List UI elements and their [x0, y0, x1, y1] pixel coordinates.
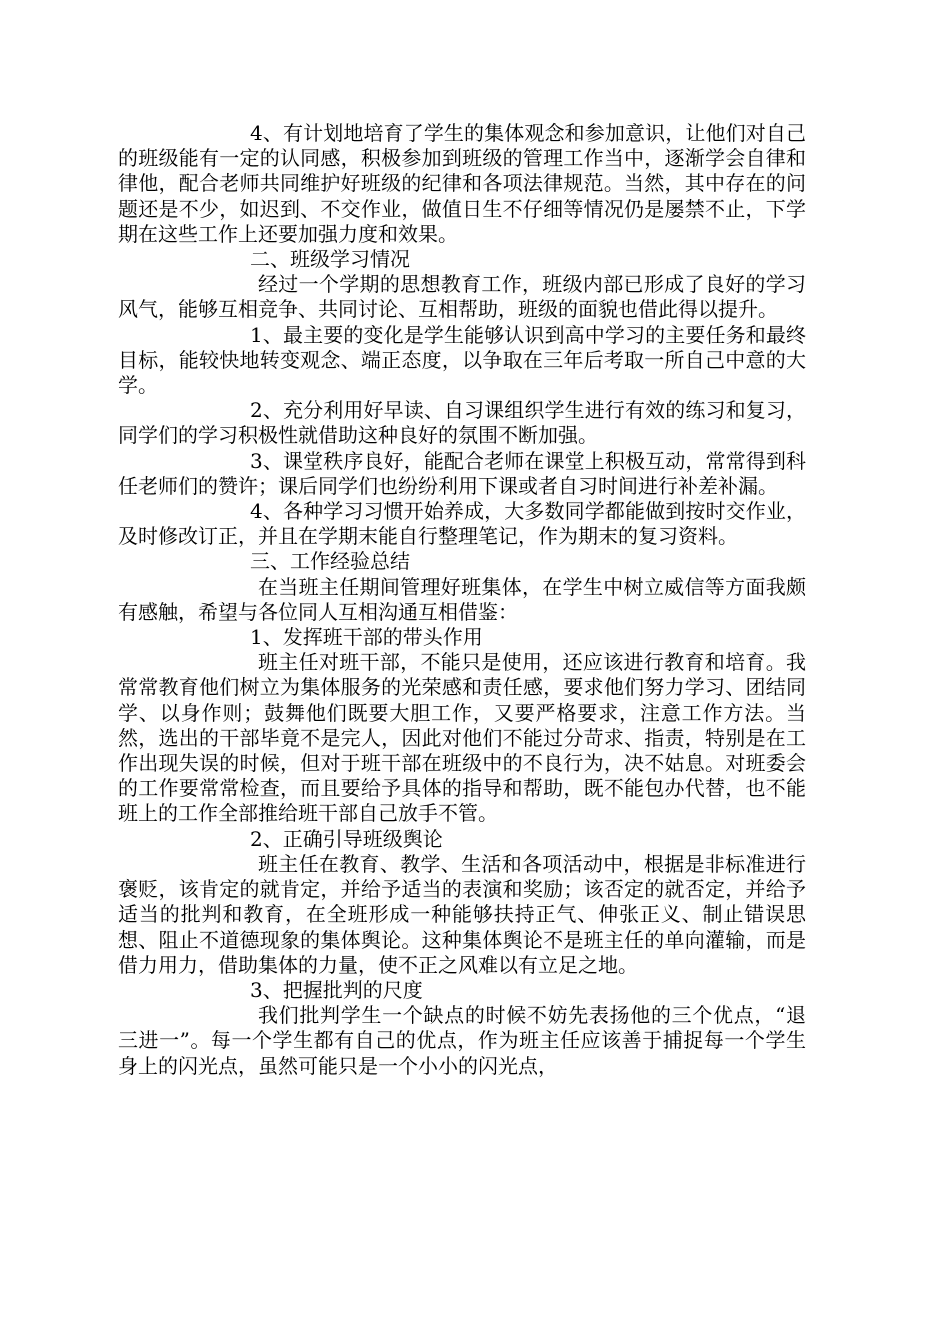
subheading-class-leaders: 1、发挥班干部的带头作用 — [250, 625, 483, 650]
paragraph-item-2-selfstudy: 2、充分利用好早读、自习课组织学生进行有效的练习和复习，同学们的学习积极性就借助这种良好的氛围不断加强。 — [118, 398, 806, 448]
paragraph-study-intro: 经过一个学期的思想教育工作，班级内部已形成了良好的学习风气，能够互相竞争、共同讨论、互相帮助，班级的面貌也借此得以提升。 — [118, 272, 806, 322]
paragraph-class-leaders: 班主任对班干部，不能只是使用，还应该进行教育和培育。我常常教育他们树立为集体服务的光荣感和责任感，要求他们努力学习、团结同学、以身作则；鼓舞他们既要大胆工作，又要严格要求，注意工作方法。当然，选出的干部毕竟不是完人，因此对他们不能过分苛求、指责，特别是在工作出现失误的时候，但对于班干部在班级中的不良行为，决不姑息。对班委会的工作要常常检查，而且要给予具体的指导和帮助，既不能包办代替，也不能班上的工作全部推给班干部自己放手不管。 — [118, 650, 806, 826]
paragraph-item-3-classroom: 3、课堂秩序良好，能配合老师在课堂上积极互动，常常得到科任老师们的赞许；课后同学们也纷纷利用下课或者自习时间进行补差补漏。 — [118, 448, 806, 498]
paragraph-item-4-collective: 4、有计划地培育了学生的集体观念和参加意识，让他们对自己的班级能有一定的认同感，积极参加到班级的管理工作当中，逐渐学会自律和律他，配合老师共同维护好班级的纪律和各项法律规范。当然，其中存在的问题还是不少，如迟到、不交作业，做值日生不仔细等情况仍是屡禁不止，下学期在这些工作上还要加强力度和效果。 — [118, 121, 806, 246]
paragraph-experience-intro: 在当班主任期间管理好班集体，在学生中树立威信等方面我颇有感触，希望与各位同人互相沟通互相借鉴： — [118, 574, 806, 624]
subheading-criticism: 3、把握批判的尺度 — [250, 977, 423, 1002]
paragraph-item-4-habits: 4、各种学习习惯开始养成，大多数同学都能做到按时交作业，及时修改订正，并且在学期末能自行整理笔记，作为期末的复习资料。 — [118, 499, 806, 549]
paragraph-criticism: 我们批判学生一个缺点的时候不妨先表扬他的三个优点，“退三进一”。每一个学生都有自己的优点，作为班主任应该善于捕捉每一个学生身上的闪光点，虽然可能只是一个小小的闪光点， — [118, 1003, 806, 1078]
subheading-public-opinion: 2、正确引导班级舆论 — [250, 826, 443, 851]
document-page — [118, 121, 806, 1079]
section-heading-experience: 三、工作经验总结 — [250, 549, 410, 574]
section-heading-study: 二、班级学习情况 — [250, 247, 410, 272]
paragraph-public-opinion: 班主任在教育、教学、生活和各项活动中，根据是非标准进行褒贬，该肯定的就肯定，并给予适当的表演和奖励；该否定的就否定，并给予适当的批判和教育，在全班形成一种能够扶持正气、伸张正义、制止错误思想、阻止不道德现象的集体舆论。这种集体舆论不是班主任的单向灌输，而是借力用力，借助集体的力量，使不正之风难以有立足之地。 — [118, 851, 806, 977]
paragraph-item-1-goals: 1、最主要的变化是学生能够认识到高中学习的主要任务和最终目标，能较快地转变观念、端正态度，以争取在三年后考取一所自己中意的大学。 — [118, 322, 806, 398]
